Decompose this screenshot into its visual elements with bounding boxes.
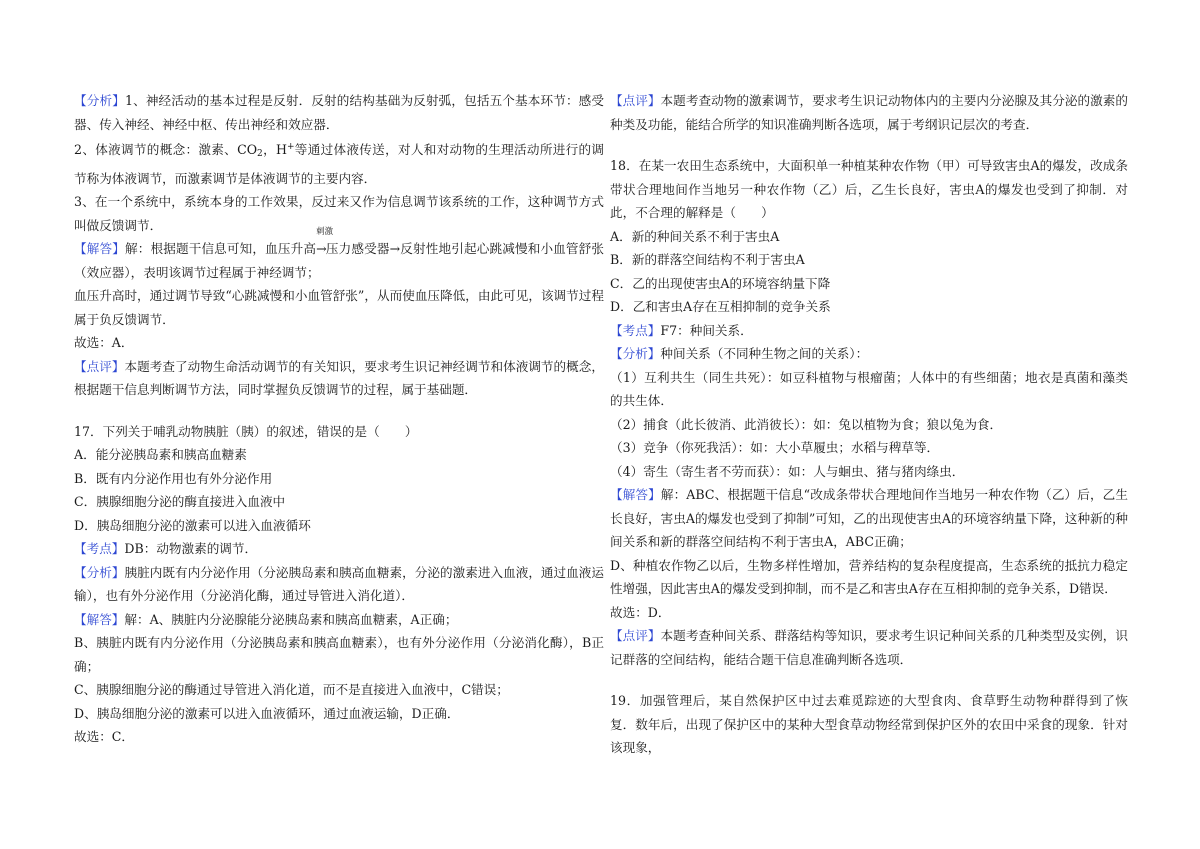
q16-comment: 【点评】本题考查了动物生命活动调节的有关知识，要求考生识记神经调节和体液调节的概念，根据题干信息判断调节方法，同时掌握负反馈调节的过程，属于基础题．	[74, 358, 605, 397]
q17-answer-c: C、胰腺细胞分泌的酶通过导管进入消化道，而不是直接进入血液中，C错误；	[74, 682, 509, 697]
q17-answer-a: 【解答】解：A、胰脏内分泌腺能分泌胰岛素和胰高血糖素，A正确；	[74, 611, 458, 627]
q16-answer-2: 血压升高时，通过调节导致“心跳减慢和小血管舒张”，从而使血压降低，由此可见，该调节过程属于负反馈调节．	[74, 288, 604, 327]
q16-analysis-2: 2、体液调节的概念：激素、$CO_2$，H+等通过体液传送，对人和对动物的生理活动所进行的调节称为体液调节，而激素调节是体液调节的主要内容．	[74, 142, 605, 186]
answer-tag: 【解答】	[610, 487, 661, 502]
q18-analysis-item: （2）捕食（此长彼消、此消彼长）：如：兔以植物为食；狼以兔为食．	[610, 416, 1003, 432]
q18-choose: 故选：D．	[610, 604, 671, 620]
q18-answer-1: 【解答】解：ABC、根据题干信息“改成条带状合理地间作当地另一种农作物（乙）后，乙生长良好，害虫A的爆发也受到了抑制”可知，乙的出现使害虫A的环境容纳量下降，这种新的种间关系和新的群落空间结构不利于害虫A，ABC正确；	[610, 487, 1128, 549]
q18-option-b: B．新的群落空间结构不利于害虫A	[610, 252, 805, 267]
analysis-tag: 【分析】	[74, 93, 125, 108]
q17-answer-d: D、胰岛细胞分泌的激素可以进入血液循环，通过血液运输，D正确．	[74, 705, 460, 721]
q17-analysis: 【分析】胰脏内既有内分泌作用（分泌胰岛素和胰高血糖素，分泌的激素进入血液，通过血液运输），也有外分泌作用（分泌消化酶，通过导管进入消化道）．	[74, 564, 605, 603]
analysis-tag: 【分析】	[74, 564, 125, 580]
stimulus-arrow: 刺激 →	[316, 227, 334, 256]
q18-analysis-item: （1）互利共生（同生共死）：如豆科植物与根瘤菌；人体中的有些细菌；地衣是真菌和藻类的共生体．	[610, 369, 1128, 408]
q18-option-d: D．乙和害虫A存在互相抑制的竞争关系	[610, 299, 831, 314]
q16-analysis-1: 【分析】1、神经活动的基本过程是反射．反射的结构基础为反射弧，包括五个基本环节：感受器、传入神经、神经中枢、传出神经和效应器．	[74, 93, 605, 132]
point-tag: 【考点】	[610, 322, 661, 338]
point-tag: 【考点】	[74, 541, 125, 556]
q16-analysis-3: 3、在一个系统中，系统本身的工作效果，反过来又作为信息调节该系统的工作，这种调节方式叫做反馈调节．	[74, 194, 604, 233]
right-column	[610, 89, 1128, 760]
q18-analysis-item: （4）寄生（寄生者不劳而获）：如：人与蛔虫、猪与猪肉绦虫．	[610, 463, 965, 479]
q18-analysis-item: （3）竞争（你死我活）：如：大小草履虫；水稻与稗草等．	[610, 440, 940, 455]
q17-choose: 故选：C．	[74, 729, 135, 744]
q19-stem: 19．加强管理后，某自然保护区中过去难觅踪迹的大型食肉、食草野生动物种群得到了恢复．数年后，出现了保护区中的某种大型食草动物经常到保护区外的农田中采食的现象．针对该现象，	[610, 693, 1128, 755]
comment-tag: 【点评】	[74, 358, 125, 374]
q16-answer-1: 【解答】解：根据题干信息可知，血压升高 刺激 →压力感受器→反射性地引起心跳减慢和小血管舒张（效应器），表明该调节过程属于神经调节；	[74, 227, 605, 280]
q16-choose: 故选：A．	[74, 335, 134, 350]
q18-analysis-intro: 【分析】种间关系（不同种生物之间的关系）：	[610, 346, 869, 361]
answer-tag: 【解答】	[74, 241, 125, 256]
q18-stem: 18．在某一农田生态系统中，大面积单一种植某种农作物（甲）可导致害虫A的爆发，改成条带状合理地间作当地另一种农作物（乙）后，乙生长良好，害虫A的爆发也受到了抑制．对此，不合理的解释是（ ）	[610, 158, 1128, 220]
left-column	[74, 89, 604, 749]
analysis-tag: 【分析】	[610, 346, 661, 361]
q18-point: 【考点】F7：种间关系．	[610, 322, 753, 338]
q17-option-c: C．胰腺细胞分泌的酶直接进入血液中	[74, 494, 286, 509]
q17-option-d: D．胰岛细胞分泌的激素可以进入血液循环	[74, 517, 311, 533]
q18-option-c: C．乙的出现使害虫A的环境容纳量下降	[610, 275, 831, 291]
q17-stem: 17．下列关于哺乳动物胰脏（胰）的叙述，错误的是（ ）	[74, 423, 418, 439]
answer-tag: 【解答】	[74, 611, 125, 627]
q17-option-a: A．能分泌胰岛素和胰高血糖素	[74, 447, 247, 462]
q17-point: 【考点】DB：动物激素的调节．	[74, 541, 258, 556]
q18-comment: 【点评】本题考查种间关系、群落结构等知识，要求考生识记种间关系的几种类型及实例，识记群落的空间结构，能结合题干信息准确判断各选项．	[610, 628, 1129, 667]
q17-comment: 【点评】本题考查动物的激素调节，要求考生识记动物体内的主要内分泌腺及其分泌的激素的种类及功能，能结合所学的知识准确判断各选项，属于考纲识记层次的考查．	[610, 93, 1129, 132]
q18-answer-2: D、种植农作物乙以后，生物多样性增加，营养结构的复杂程度提高，生态系统的抵抗力稳定性增强，因此害虫A的爆发受到抑制，而不是乙和害虫A存在互相抑制的竞争关系，D错误．	[610, 557, 1128, 596]
q17-option-b: B．既有内分泌作用也有外分泌作用	[74, 470, 273, 486]
q18-option-a: A．新的种间关系不利于害虫A	[610, 228, 780, 244]
comment-tag: 【点评】	[610, 628, 661, 643]
comment-tag: 【点评】	[610, 93, 661, 108]
q17-answer-b: B、胰脏内既有内分泌作用（分泌胰岛素和胰高血糖素），也有外分泌作用（分泌消化酶），B正确；	[74, 635, 604, 674]
